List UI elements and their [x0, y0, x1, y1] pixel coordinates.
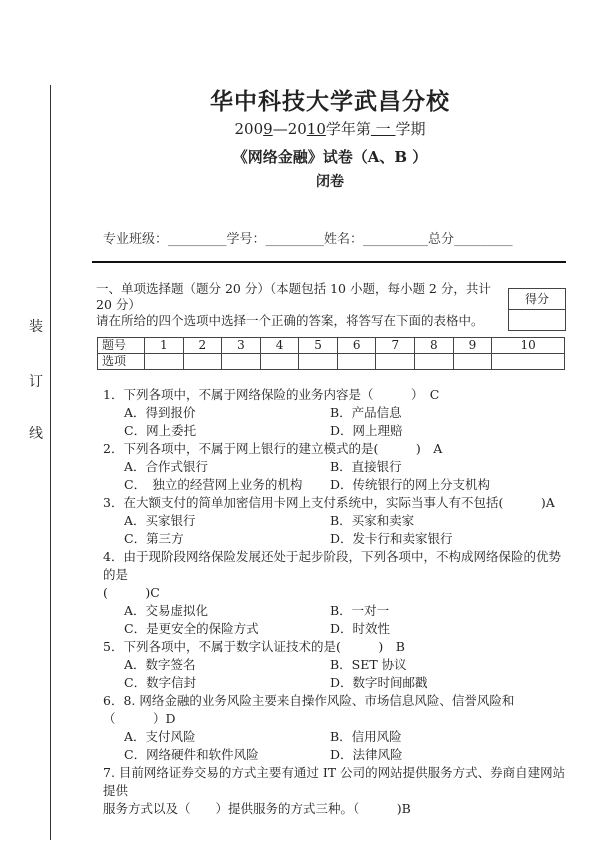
major-field[interactable]: _________	[168, 232, 227, 247]
option: A．支付风险	[124, 729, 196, 744]
option: A．数字签名	[124, 657, 196, 672]
option: B．SET 协议	[330, 657, 407, 672]
answer-cell[interactable]	[376, 354, 415, 370]
option: B．直接银行	[330, 459, 402, 474]
question-number: 1	[145, 338, 184, 354]
option: D．网上理赔	[330, 423, 403, 438]
answer-cell[interactable]	[145, 354, 184, 370]
total-label: 总分	[428, 232, 455, 247]
question-number: 10	[492, 338, 565, 354]
table-row	[98, 338, 565, 354]
option-row	[103, 404, 568, 422]
divider	[92, 261, 566, 263]
option-row	[103, 656, 568, 674]
answer-cell[interactable]	[183, 354, 222, 370]
major-label: 专业班级：	[103, 232, 169, 247]
score-field[interactable]	[509, 309, 565, 330]
question-number: 7	[376, 338, 415, 354]
option-row	[103, 674, 568, 692]
option: A．买家银行	[124, 513, 196, 528]
option-row	[103, 620, 568, 638]
option: B．一对一	[330, 603, 390, 618]
option: D．数字时间邮戳	[330, 675, 428, 690]
question-stem: 5．下列各项中，不属于数字认证技术的是( ) B	[103, 639, 405, 654]
score-label: 得分	[524, 292, 549, 306]
question-number: 6	[337, 338, 376, 354]
student-info	[103, 228, 513, 247]
answer-cell[interactable]	[415, 354, 454, 370]
answer-table	[97, 337, 565, 370]
year-start: 200	[234, 120, 264, 138]
question-stem: 4．由于现阶段网络保险发展还处于起步阶段，下列各项中，不构成网络保险的优势的是	[103, 549, 561, 582]
answer-cell[interactable]	[222, 354, 261, 370]
question-stem: 2．下列各项中，不属于网上银行的建立模式的是( ) A	[103, 441, 443, 456]
question-number: 9	[453, 338, 492, 354]
school-title: 华中科技大学武昌分校	[210, 88, 450, 115]
option: C．网上委托	[124, 423, 197, 438]
option: D．传统银行的网上分支机构	[330, 477, 491, 492]
year-start-digit: 9	[263, 120, 273, 138]
option-row	[103, 458, 568, 476]
option: C．网络硬件和软件风险	[124, 747, 259, 762]
id-label: 学号：	[226, 232, 266, 247]
option: A．交易虚拟化	[124, 603, 209, 618]
question-list	[103, 386, 568, 818]
option: C．是更安全的保险方式	[124, 621, 259, 636]
id-field[interactable]: _________	[265, 232, 325, 247]
option-row	[103, 512, 568, 530]
binding-line	[50, 85, 51, 840]
answer-cell[interactable]	[260, 354, 299, 370]
option: A．合作式银行	[124, 459, 209, 474]
section-instruction: 请在所给的四个选项中选择一个正确的答案，将答写在下面的表格中。	[96, 313, 484, 328]
exam-title: 《网络金融》试卷（A、B ）	[232, 148, 428, 166]
term-num: 一	[370, 120, 396, 138]
question-number: 8	[415, 338, 454, 354]
answer-cell[interactable]	[492, 354, 565, 370]
question-stem-cont: 服务方式以及（ ）提供服务的方式三种。（ )B	[103, 801, 411, 816]
score-box	[508, 288, 566, 331]
option: D．法律风险	[330, 747, 403, 762]
option: B．买家和卖家	[330, 513, 415, 528]
binding-char: 装	[29, 319, 43, 335]
option: C．第三方	[124, 531, 184, 546]
table-row	[98, 354, 565, 370]
term-post: 学期	[395, 120, 426, 138]
question-stem: 1．下列各项中，不属于网络保险的业务内容是（ ） C	[103, 387, 440, 402]
binding-char: 订	[29, 374, 43, 390]
option: C． 独立的经营网上业务的机构	[124, 477, 303, 492]
question-number: 5	[299, 338, 338, 354]
option: D．时效性	[330, 621, 391, 636]
option-row	[103, 746, 568, 764]
year-end-digits: 10	[306, 120, 326, 138]
total-field[interactable]: _________	[454, 232, 513, 247]
row-label: 选项	[98, 354, 145, 370]
option: C．数字信封	[124, 675, 197, 690]
name-label: 姓名：	[324, 232, 364, 247]
option-row	[103, 728, 568, 746]
term-pre: 学年第	[325, 120, 371, 138]
question-stem-cont: ( )C	[103, 585, 160, 600]
question-number: 4	[260, 338, 299, 354]
answer-cell[interactable]	[453, 354, 492, 370]
name-field[interactable]: __________	[363, 232, 429, 247]
option-row	[103, 530, 568, 548]
question-number: 3	[222, 338, 261, 354]
option: A．得到报价	[124, 405, 196, 420]
dash: —	[272, 120, 288, 138]
question-stem: 6．8. 网络金融的业务风险主要来自操作风险、市场信息风险、信誉风险和（ ）D	[103, 693, 515, 726]
binding-char: 线	[29, 426, 43, 442]
option: B．产品信息	[330, 405, 402, 420]
answer-cell[interactable]	[299, 354, 338, 370]
question-stem: 7. 目前网络证券交易的方式主要有通过 IT 公司的网站提供服务方式、券商自建网站提供	[103, 765, 566, 798]
option: B．信用风险	[330, 729, 402, 744]
option-row	[103, 476, 568, 494]
section-heading: 一、单项选择题（题分 20 分）（本题包括 10 小题，每小题 2 分，共计 20 分）	[96, 281, 491, 312]
row-label: 题号	[98, 338, 145, 354]
term-line	[0, 118, 600, 139]
question-stem: 3．在大额支付的简单加密信用卡网上支付系统中，实际当事人有不包括( )A	[103, 495, 555, 510]
year-end: 20	[287, 120, 307, 138]
question-number: 2	[183, 338, 222, 354]
section-header	[96, 281, 501, 329]
option-row	[103, 602, 568, 620]
answer-cell[interactable]	[337, 354, 376, 370]
exam-type: 闭卷	[316, 174, 344, 190]
option: D．发卡行和卖家银行	[330, 531, 453, 546]
option-row	[103, 422, 568, 440]
